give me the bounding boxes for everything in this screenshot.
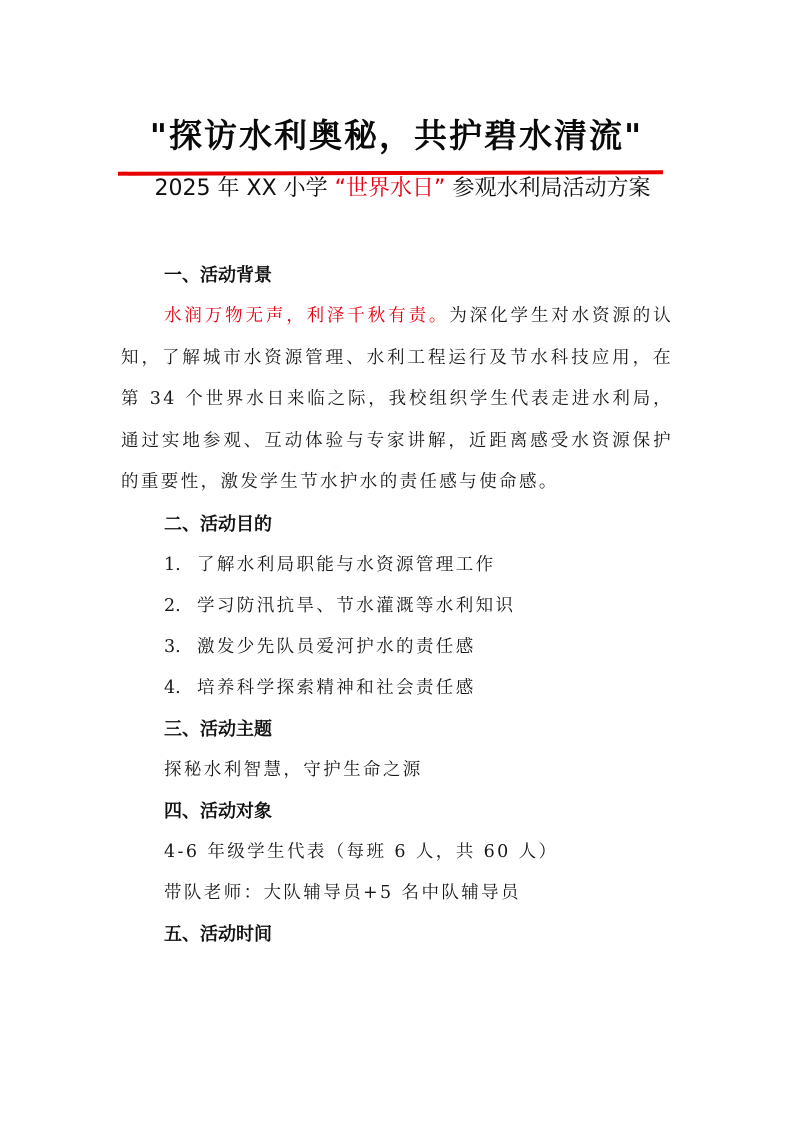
list-item-text: 激发少先队员爱河护水的责任感 [197, 636, 476, 657]
list-item-text: 培养科学探索精神和社会责任感 [197, 677, 476, 698]
section-heading-participants: 四、活动对象 [164, 800, 272, 822]
participants-students: 4-6 年级学生代表（每班 6 人，共 60 人） [164, 841, 559, 862]
background-paragraph [121, 296, 673, 504]
section-heading-background: 一、活动背景 [164, 265, 272, 286]
list-item-number: 4. [164, 677, 181, 698]
participants-teachers: 带队老师：大队辅导员+5 名中队辅导员 [164, 882, 521, 903]
main-title: "探访水利奥秘，共护碧水清流" [149, 116, 644, 155]
list-item-text: 了解水利局职能与水资源管理工作 [197, 554, 496, 575]
list-item-number: 2. [164, 595, 181, 616]
subtitle-suffix: 参观水利局活动方案 [452, 176, 651, 201]
subtitle-highlight: “世界水日” [334, 176, 446, 201]
list-item [121, 586, 673, 627]
section-heading-time: 五、活动时间 [164, 923, 272, 945]
list-item-number: 1. [164, 554, 181, 575]
section-heading-theme: 三、活动主题 [164, 718, 272, 740]
list-item-text: 学习防汛抗旱、节水灌溉等水利知识 [197, 595, 516, 616]
list-item-number: 3. [164, 636, 181, 657]
list-item [121, 627, 673, 668]
document-body [121, 255, 673, 955]
background-body-text: 为深化学生对水资源的认知，了解城市水资源管理、水利工程运行及节水科技应用，在第 34 个世界水日来临之际，我校组织学生代表走进水利局，通过实地参观、互动体验与专家讲解，近距离感受水资源保护的重要性，激发学生节水护水的责任感与使命感。 [121, 306, 673, 492]
theme-text: 探秘水利智慧，守护生命之源 [164, 759, 423, 780]
list-item [121, 545, 673, 586]
background-lead-text: 水润万物无声，利泽千秋有责。 [164, 306, 450, 326]
section-heading-purpose: 二、活动目的 [164, 513, 272, 535]
list-item [121, 668, 673, 709]
subtitle-prefix: 2025 年 XX 小学 [154, 176, 328, 201]
subtitle [0, 174, 793, 204]
